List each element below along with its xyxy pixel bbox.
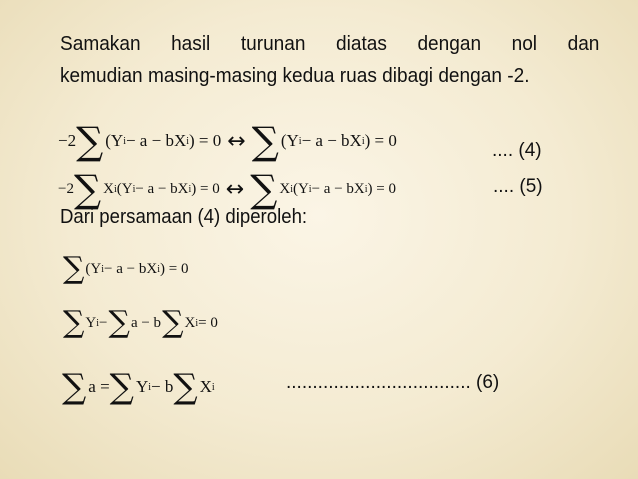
- eq-term: ) = 0: [159, 260, 189, 277]
- eq-subscript: i: [123, 135, 126, 147]
- eq-subscript: i: [211, 381, 215, 393]
- sigma-symbol: ∑: [73, 167, 102, 211]
- sigma-symbol: ∑: [250, 167, 278, 211]
- eq-term: = 0: [198, 314, 218, 331]
- eq-term: (Y: [105, 131, 124, 150]
- section-heading: Dari persamaan (4) diperoleh:: [60, 206, 308, 228]
- eq-subscript: i: [157, 263, 160, 275]
- eq-subscript: i: [308, 183, 312, 195]
- eq-term: X: [184, 314, 196, 331]
- eq-term: X: [103, 180, 114, 197]
- eq-term: − a − bX: [125, 131, 187, 150]
- eq-subscript: i: [298, 135, 302, 147]
- eq-subscript: i: [290, 183, 293, 195]
- equation-6: [62, 367, 215, 407]
- eq-subscript: i: [132, 183, 136, 195]
- eq-term: (Y: [116, 180, 133, 197]
- eq-term: a =: [88, 377, 110, 396]
- eq-term: Y: [85, 314, 97, 331]
- eq-term: X: [279, 180, 291, 197]
- eq-term: − a − bX: [135, 180, 189, 197]
- eq-term: (Y: [280, 131, 299, 150]
- eq-term: ) = 0: [364, 131, 397, 150]
- eq-term: Y: [135, 377, 149, 396]
- intro-line-1: Samakan hasil turunan diatas dengan nol dan: [60, 32, 600, 55]
- eq-term: − a − bX: [311, 180, 365, 197]
- eq-term: X: [199, 377, 212, 396]
- equation-expanded-sum: [62, 305, 218, 340]
- eq-term: ) = 0: [191, 180, 220, 197]
- sigma-symbol: ∑: [76, 119, 104, 163]
- sigma-symbol: ∑: [251, 119, 279, 163]
- equation-5: [58, 167, 396, 211]
- eq-subscript: i: [186, 135, 189, 147]
- sigma-symbol: ∑: [162, 305, 184, 340]
- sigma-symbol: ∑: [63, 305, 85, 340]
- equivalence-arrow: ↔: [227, 128, 246, 154]
- eq-subscript: i: [188, 183, 192, 195]
- eq-subscript: i: [101, 263, 105, 275]
- eq-term: −: [99, 314, 108, 331]
- eq-subscript: i: [195, 317, 199, 329]
- eq-subscript: i: [361, 135, 365, 147]
- eq-term: − a − bX: [104, 260, 158, 277]
- eq-term: a − b: [130, 314, 162, 331]
- coefficient: −2: [58, 131, 77, 150]
- equivalence-arrow: ↔: [225, 176, 245, 202]
- equation-sum-residuals: [62, 251, 189, 286]
- eq-term: (Y: [292, 180, 309, 197]
- sigma-symbol: ∑: [109, 367, 134, 407]
- sigma-symbol: ∑: [63, 251, 85, 286]
- eq-subscript: i: [364, 183, 368, 195]
- eq-term: ) = 0: [189, 131, 222, 150]
- eq-term: ) = 0: [367, 180, 396, 197]
- intro-line-2: kemudian masing-masing kedua ruas dibagi dengan -2.: [60, 64, 530, 87]
- eq-subscript: i: [113, 183, 117, 195]
- equation-5-label: .... (5): [493, 176, 543, 197]
- eq-term: (Y: [85, 260, 102, 277]
- equation-4-label: .... (4): [492, 140, 542, 161]
- eq-subscript: i: [96, 317, 100, 329]
- sigma-symbol: ∑: [62, 367, 87, 407]
- eq-term: − b: [151, 377, 174, 396]
- eq-subscript: i: [148, 381, 152, 393]
- coefficient: −2: [58, 180, 74, 197]
- equation-6-label: ................................... (6): [286, 372, 500, 393]
- sigma-symbol: ∑: [173, 367, 198, 407]
- equation-4: [58, 119, 397, 163]
- sigma-symbol: ∑: [108, 305, 130, 340]
- eq-term: − a − bX: [301, 131, 362, 150]
- intro-paragraph: [60, 28, 599, 92]
